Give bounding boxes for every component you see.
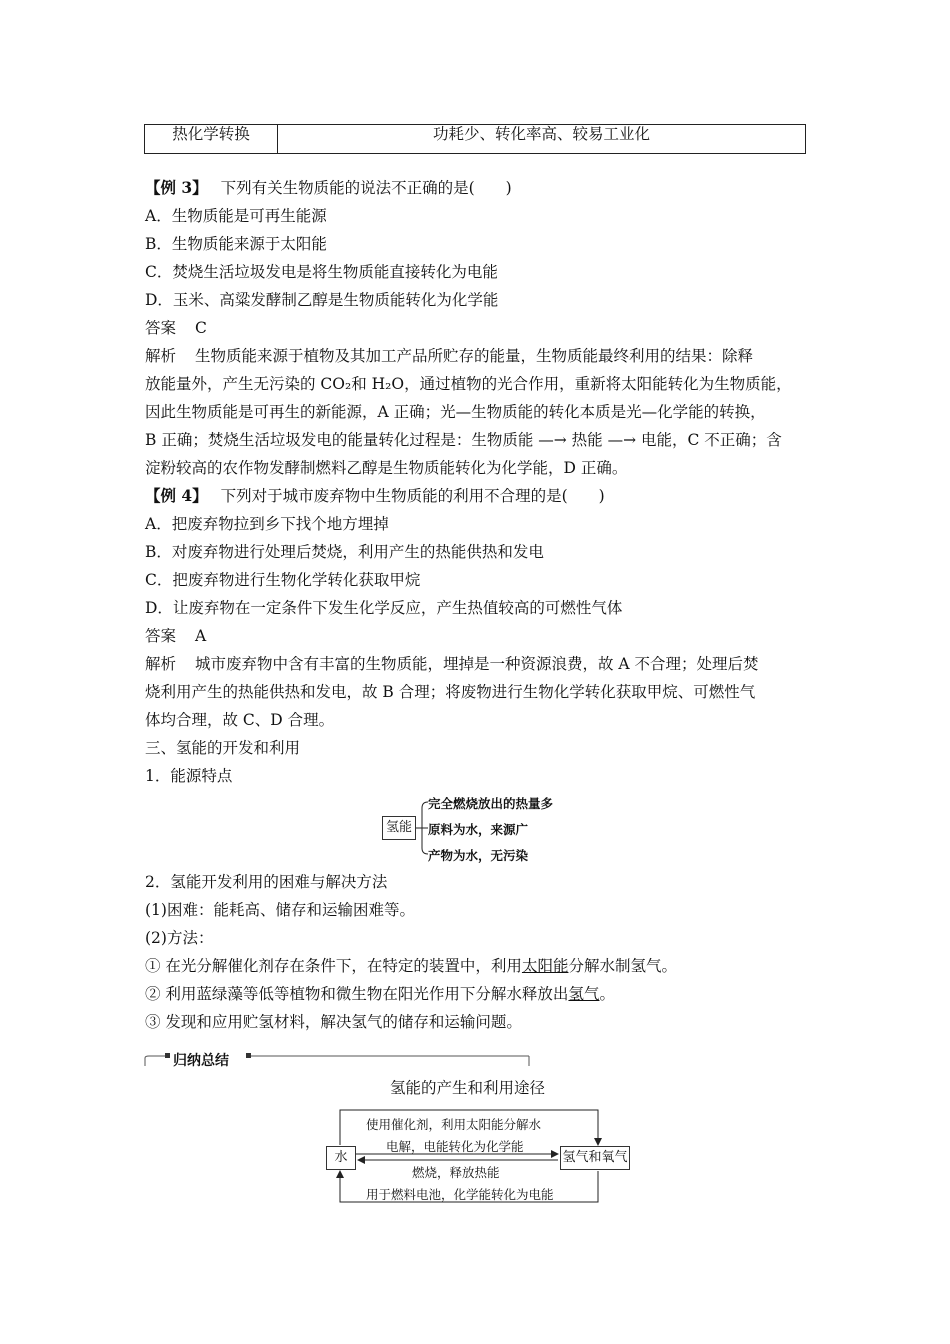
method-1-underlined: 太阳能 — [521, 957, 569, 975]
method-2-post: 。 — [599, 985, 615, 1003]
example4-question: 下列对于城市废弃物中生物质能的利用不合理的是( ) — [220, 487, 605, 505]
bottom-path-label: 用于燃料电池，化学能转化为电能 — [366, 1187, 554, 1202]
table-cell-features: 功耗少、转化率高、较易工业化 — [432, 125, 650, 143]
method-2-underlined: 氢气 — [568, 985, 600, 1003]
example3-answer-label: 答案 — [145, 319, 177, 337]
example3-option-a: A．生物质能是可再生能源 — [145, 207, 327, 225]
example3-analysis-line-5: 淀粉较高的农作物发酵制燃料乙醇是生物质能转化为化学能，D 正确。 — [145, 459, 628, 477]
method-2 — [145, 984, 615, 1004]
hydrogen-features-diagram — [380, 792, 600, 864]
feature-heat: 完全燃烧放出的热量多 — [428, 796, 554, 811]
hydrogen-oxygen-box: 氢气和氧气 — [560, 1146, 630, 1170]
example4-option-b: B．对废弃物进行处理后焚烧，利用产生的热能供热和发电 — [145, 543, 544, 561]
method-3: ③ 发现和应用贮氢材料，解决氢气的储存和运输问题。 — [145, 1013, 522, 1031]
example4-answer-label: 答案 — [145, 627, 177, 645]
example3-answer: C — [194, 319, 207, 337]
example3-tag: 【例 3】 — [145, 178, 208, 197]
example4-answer: A — [194, 627, 207, 645]
example3-option-b: B．生物质能来源于太阳能 — [145, 235, 327, 253]
example4-analysis-line-3: 体均合理，故 C、D 合理。 — [145, 711, 335, 729]
summary-label: 归纳总结 — [173, 1053, 229, 1069]
table-cell-method: 热化学转换 — [145, 125, 278, 153]
example4-analysis-line-1 — [145, 654, 759, 674]
example4-question-line — [145, 486, 605, 506]
example4-analysis-line-2: 烧利用产生的热能供热和发电，故 B 合理；将废物进行生物化学转化获取甲烷、可燃性气 — [145, 683, 756, 701]
electrolysis-label: 电解，电能转化为化学能 — [386, 1139, 524, 1154]
method-1-post: 分解水制氢气。 — [568, 957, 677, 975]
feature-pollution: 产物为水，无污染 — [428, 848, 529, 863]
method-2-pre: ② 利用蓝绿藻等低等植物和微生物在阳光作用下分解水释放出 — [145, 985, 569, 1003]
combustion-label: 燃烧，释放热能 — [412, 1165, 500, 1180]
example3-analysis-text-1: 生物质能来源于植物及其加工产品所贮存的能量，生物质能最终利用的结果：除释 — [194, 347, 753, 365]
example3-question: 下列有关生物质能的说法不正确的是( ) — [220, 179, 512, 197]
method-1 — [145, 956, 677, 976]
method-label: (2)方法： — [145, 929, 214, 947]
example3-analysis-line-1 — [145, 346, 753, 366]
top-path-label: 使用催化剂，利用太阳能分解水 — [366, 1117, 542, 1132]
example3-answer-line — [145, 318, 207, 338]
example3-analysis-line-3: 因此生物质能是可再生的新能源，A 正确；光—生物质能的转化本质是光—化学能的转换， — [145, 403, 766, 421]
feature-source: 原料为水，来源广 — [428, 822, 529, 837]
method-1-pre: ① 在光分解催化剂存在条件下，在特定的装置中，利用 — [145, 957, 522, 975]
example4-option-d: D．让废弃物在一定条件下发生化学反应，产生热值较高的可燃性气体 — [145, 599, 623, 617]
difficulty-line: (1)困难：能耗高、储存和运输困难等。 — [145, 901, 415, 919]
hydrogen-energy-box: 氢能 — [382, 816, 416, 840]
example3-option-c: C．焚烧生活垃圾发电是将生物质能直接转化为电能 — [145, 263, 498, 281]
example4-analysis-text-1: 城市废弃物中含有丰富的生物质能，埋掉是一种资源浪费，故 A 不合理；处理后焚 — [194, 655, 759, 673]
example3-analysis-line-4: B 正确；焚烧生活垃圾发电的能量转化过程是：生物质能 —→ 热能 —→ 电能，C 不正确；含 — [145, 431, 782, 449]
section3-sub2: 2．氢能开发利用的困难与解决方法 — [145, 873, 388, 891]
section3-sub1: 1．能源特点 — [145, 767, 233, 785]
example3-option-d: D．玉米、高粱发酵制乙醇是生物质能转化为化学能 — [145, 291, 499, 309]
section3-heading: 三、氢能的开发和利用 — [145, 739, 301, 757]
hydrogen-cycle-diagram — [320, 1105, 640, 1205]
example4-option-c: C．把废弃物进行生物化学转化获取甲烷 — [145, 571, 421, 589]
example3-question-line — [145, 178, 512, 198]
example4-answer-line — [145, 626, 206, 646]
comparison-table-row — [144, 124, 806, 154]
example3-analysis-label: 解析 — [145, 347, 177, 365]
example3-analysis-line-2: 放能量外，产生无污染的 CO₂和 H₂O，通过植物的光合作用，重新将太阳能转化为生物质能， — [145, 375, 792, 393]
example4-analysis-label: 解析 — [145, 655, 177, 673]
summary-title: 氢能的产生和利用途径 — [390, 1079, 546, 1097]
example4-tag: 【例 4】 — [145, 486, 208, 505]
example4-option-a: A．把废弃物拉到乡下找个地方埋掉 — [145, 515, 389, 533]
water-box: 水 — [326, 1146, 356, 1170]
